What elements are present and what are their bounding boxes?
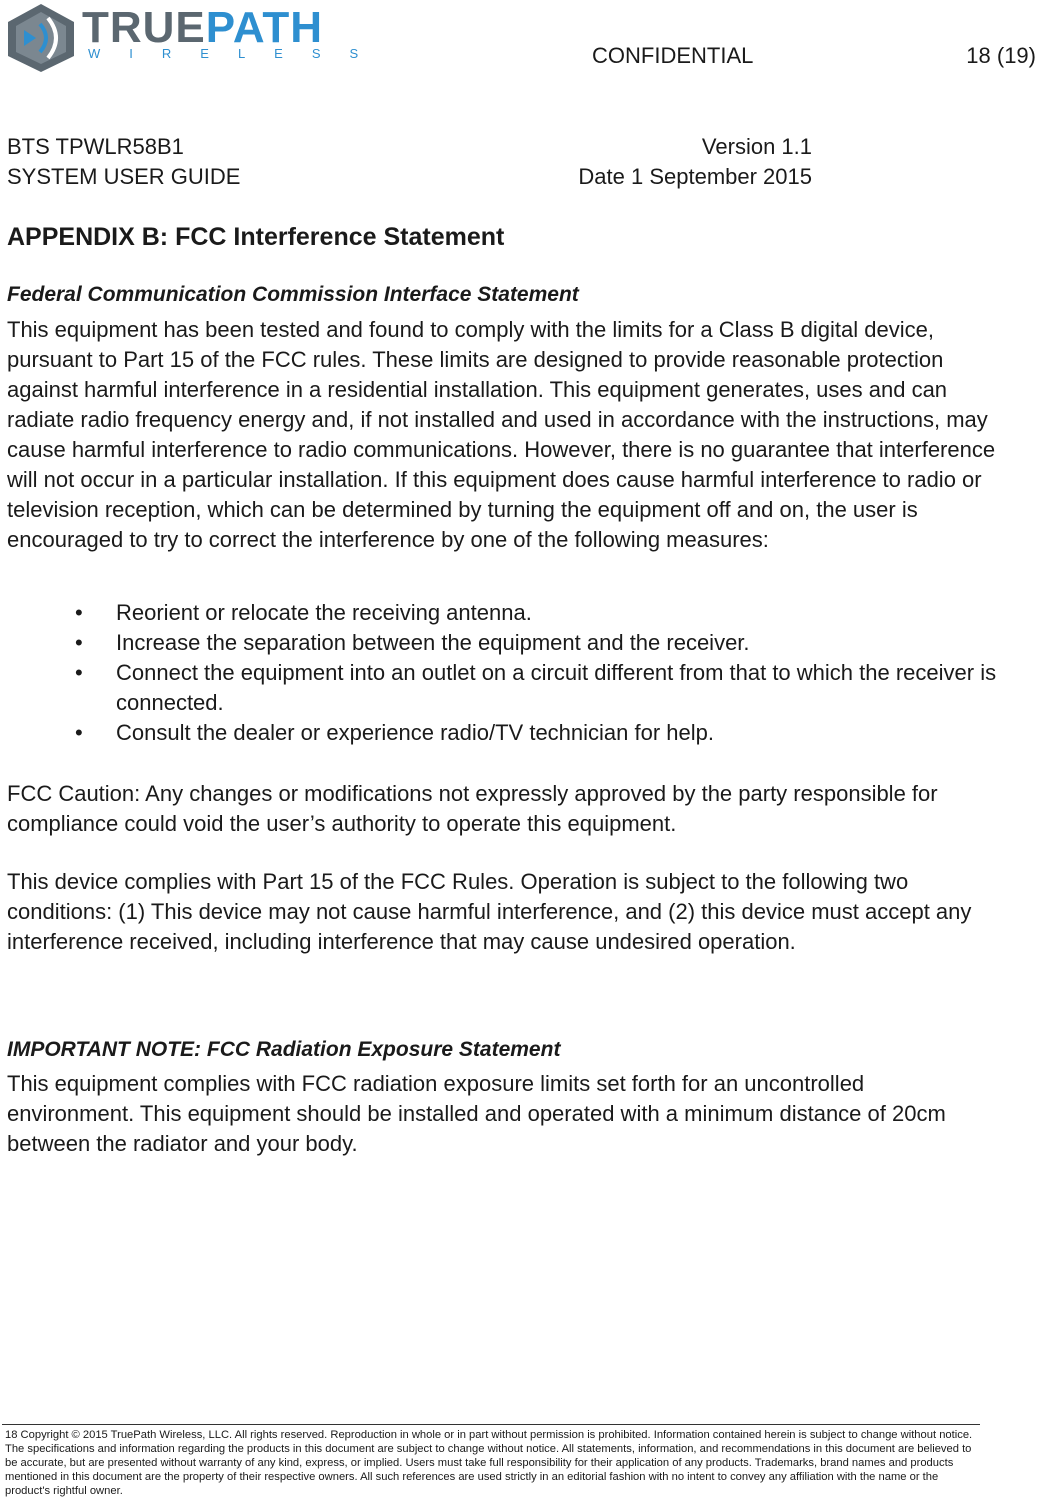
fcc-statement-paragraph: This equipment has been tested and found to comply with the limits for a Class B digital device, pursuant to Part 15 of the FCC rules. These limits are designed to provide reasonable protection against harmful interference in a residential installation. This equipment generates, uses and can radiate radio frequency energy and, if not installed and used in accordance with the instructions, may cause harmful interference to radio communications. However, there is no guarantee that interference will not occur in a particular installation. If this equipment does cause harmful interference to radio or television reception, which can be determined by turning the equipment off and on, the user is encouraged to try to correct the interference by one of the following measures: [7, 317, 996, 552]
measure-text: Consult the dealer or experience radio/TV technician for help. [116, 720, 715, 745]
page-number: 18 (19) [966, 43, 1036, 68]
logo-word-true: TRUE [82, 3, 206, 52]
radiation-heading: IMPORTANT NOTE: FCC Radiation Exposure Statement [7, 1038, 561, 1061]
logo-tagline: WIRELESS [88, 46, 388, 61]
truepath-logo [2, 0, 388, 74]
measures-list [62, 598, 1002, 748]
measure-text: Increase the separation between the equipment and the receiver. [116, 630, 750, 655]
version-label: Version 1.1 [701, 134, 812, 159]
appendix-heading: APPENDIX B: FCC Interference Statement [7, 223, 505, 251]
part15-paragraph: This device complies with Part 15 of the FCC Rules. Operation is subject to the following two conditions: (1) This device may not cause harmful interference, and (2) this device must accept any interference received, including interference that may cause undesired operation. [7, 869, 972, 954]
date-label: Date 1 September 2015 [578, 164, 812, 189]
radiation-paragraph: This equipment complies with FCC radiation exposure limits set forth for an uncontrolled environment. This equipment should be installed and operated with a minimum distance of 20cm between the radiator and your body. [7, 1071, 946, 1156]
logo-wordmark [82, 3, 324, 52]
product-id: BTS TPWLR58B1 [7, 134, 184, 159]
measure-text: Reorient or relocate the receiving antenna. [116, 600, 532, 625]
list-item [62, 598, 1002, 628]
bullet-icon: • [75, 660, 83, 685]
section-heading: Federal Communication Commission Interface Statement [7, 283, 579, 306]
bullet-icon: • [75, 630, 83, 655]
logo-word-path: PATH [205, 3, 324, 52]
footer-divider [2, 1424, 980, 1425]
logo-mark-icon [2, 2, 80, 74]
list-item [62, 628, 1002, 658]
copyright-footer: 18 Copyright © 2015 TruePath Wireless, LLC. All rights reserved. Reproduction in whole or in part without permission is prohibited. Information contained herein is subject to change without notice. The specifications and information regarding the products in this document are subject to change without notice. All statements, information, and recommendations in this document are believed to be accurate, but are presented without warranty of any kind, express, or implied. Users must take full responsibility for their application of any products. Trademarks, brand names and products mentioned in this document are the property of their respective owners. All such references are used strictly in an editorial fashion with no intent to convey any affiliation with the name or the product's rightful owner. [5, 1429, 973, 1497]
list-item [62, 718, 1002, 748]
guide-title: SYSTEM USER GUIDE [7, 164, 241, 189]
measure-text: Connect the equipment into an outlet on a circuit different from that to which the receiver is connected. [116, 660, 997, 715]
confidential-label: CONFIDENTIAL [592, 43, 754, 68]
bullet-icon: • [75, 600, 83, 625]
bullet-icon: • [75, 720, 83, 745]
list-item [62, 658, 1002, 718]
fcc-caution-paragraph: FCC Caution: Any changes or modifications not expressly approved by the party responsible for compliance could void the user’s authority to operate this equipment. [7, 781, 938, 836]
